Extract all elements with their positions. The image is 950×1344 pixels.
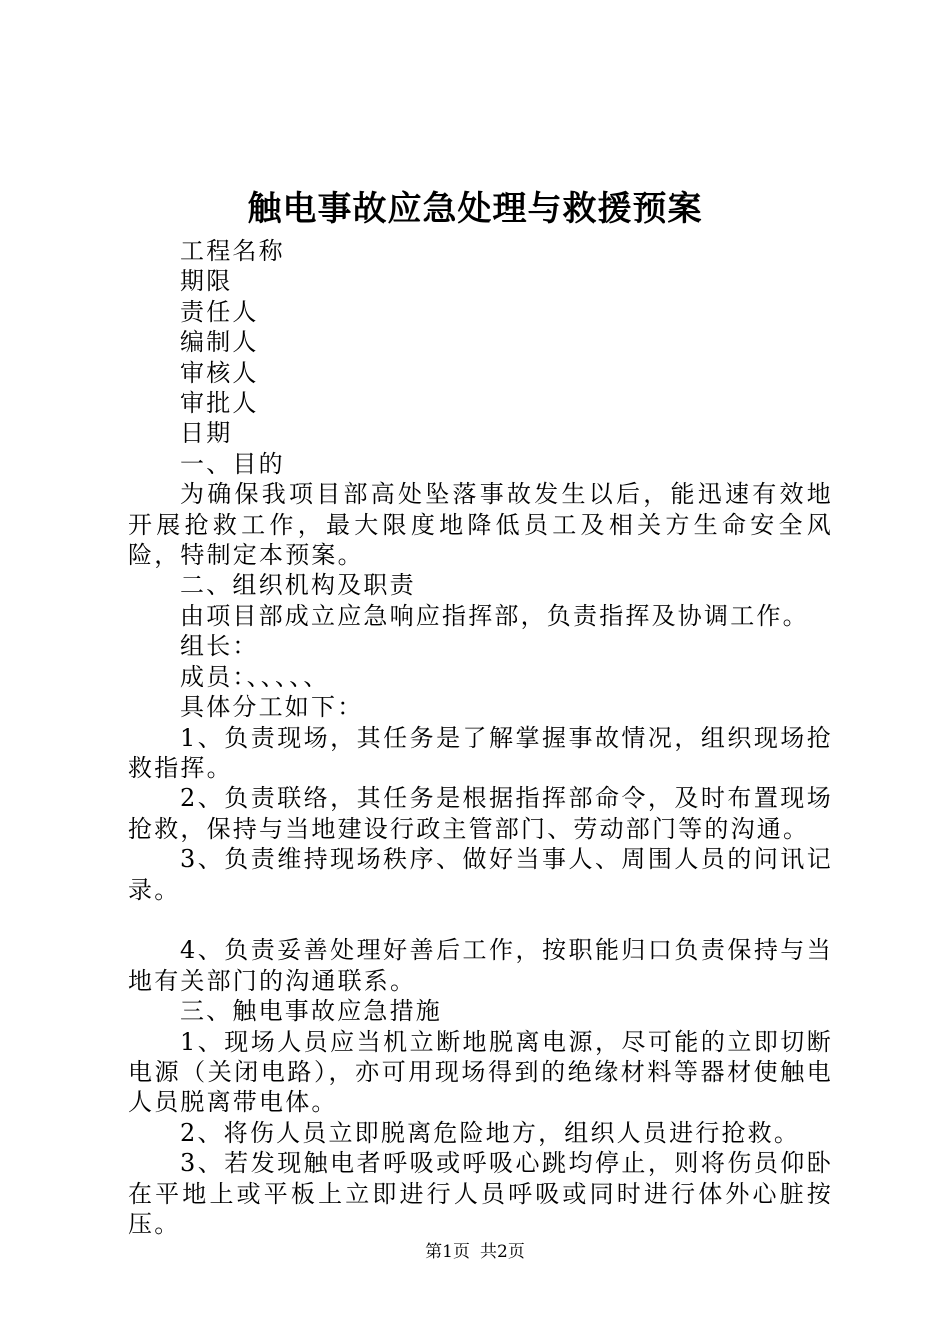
purpose-paragraph: 为确保我项目部高处坠落事故发生以后，能迅速有效地开展抢救工作，最大限度地降低员工及相关方生命安全风险，特制定本预案。 bbox=[128, 480, 833, 570]
duty-item: 2、负责联络，其任务是根据指挥部命令，及时布置现场抢救，保持与当地建设行政主管部门、劳动部门等的沟通。 bbox=[128, 784, 833, 843]
blank-line bbox=[128, 905, 833, 935]
section-heading-measures: 三、触电事故应急措施 bbox=[180, 997, 442, 1026]
page-footer bbox=[0, 1240, 950, 1264]
document-body bbox=[128, 236, 833, 1239]
field-approver: 审批人 bbox=[180, 389, 259, 418]
document-title: 触电事故应急处理与救援预案 bbox=[247, 189, 703, 229]
field-reviewer: 审核人 bbox=[180, 358, 259, 387]
division-intro: 具体分工如下： bbox=[180, 693, 364, 722]
measure-item: 2、将伤人员立即脱离危险地方，组织人员进行抢救。 bbox=[180, 1118, 801, 1147]
page-total: 共2页 bbox=[480, 1242, 525, 1262]
section-heading-organization: 二、组织机构及职责 bbox=[180, 571, 416, 600]
field-period: 期限 bbox=[180, 267, 233, 296]
duty-item: 1、负责现场，其任务是了解掌握事故情况，组织现场抢救指挥。 bbox=[128, 723, 833, 782]
field-project-name: 工程名称 bbox=[180, 237, 285, 265]
section-heading-purpose: 一、目的 bbox=[180, 449, 285, 478]
field-author: 编制人 bbox=[180, 328, 259, 357]
measure-item: 1、现场人员应当机立断地脱离电源，尽可能的立即切断电源（关闭电路），亦可用现场得到的绝缘材料等器材使触电人员脱离带电体。 bbox=[128, 1027, 833, 1117]
field-responsible: 责任人 bbox=[180, 297, 259, 326]
duty-item: 4、负责妥善处理好善后工作，按职能归口负责保持与当地有关部门的沟通联系。 bbox=[128, 936, 833, 995]
group-members: 成员：、、、、、 bbox=[180, 662, 330, 691]
group-leader: 组长： bbox=[180, 632, 259, 661]
field-date: 日期 bbox=[180, 419, 233, 448]
page-number: 第1页 bbox=[425, 1242, 470, 1262]
duty-item: 3、负责维持现场秩序、做好当事人、周围人员的问讯记录。 bbox=[128, 845, 833, 904]
measure-item: 3、若发现触电者呼吸或呼吸心跳均停止，则将伤员仰卧在平地上或平板上立即进行人员呼吸或同时进行体外心脏按压。 bbox=[128, 1149, 833, 1238]
organization-intro: 由项目部成立应急响应指挥部，负责指挥及协调工作。 bbox=[180, 601, 809, 630]
